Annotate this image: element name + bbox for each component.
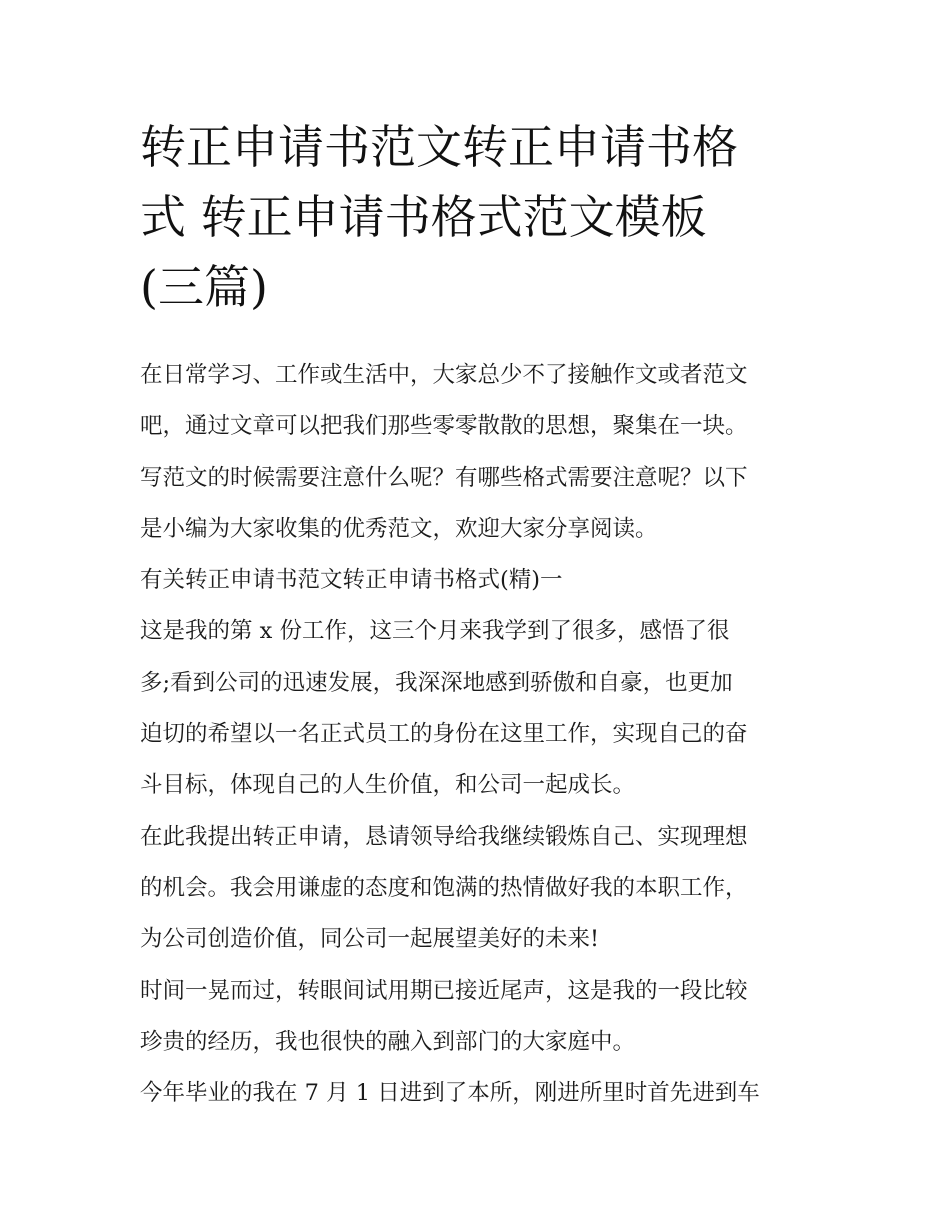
section-heading: 有关转正申请书范文转正申请书格式(精)一 (140, 567, 563, 594)
body-line: 时间一晃而过，转眼间试用期已接近尾声，这是我的一段比较 (140, 977, 748, 1004)
body-line: 多;看到公司的迅速发展，我深深地感到骄傲和自豪，也更加 (140, 669, 733, 696)
body-line: 迫切的希望以一名正式员工的身份在这里工作，实现自己的奋 (140, 721, 748, 748)
document-body (140, 350, 830, 1119)
body-line: 在日常学习、工作或生活中，大家总少不了接触作文或者范文 (140, 362, 748, 388)
body-line: 写范文的时候需要注意什么呢？有哪些格式需要注意呢？以下 (140, 464, 748, 491)
body-line: 吧，通过文章可以把我们那些零零散散的思想，聚集在一块。 (140, 413, 748, 440)
body-line: 这是我的第 x 份工作，这三个月来我学到了很多，感悟了很 (140, 618, 730, 645)
document-title (140, 112, 820, 322)
body-line: 珍贵的经历，我也很快的融入到部门的大家庭中。 (140, 1028, 636, 1055)
body-line: 斗目标，体现自己的人生价值，和公司一起成长。 (140, 772, 636, 799)
body-line: 为公司创造价值，同公司一起展望美好的未来! (140, 926, 600, 953)
body-line: 的机会。我会用谦虚的态度和饱满的热情做好我的本职工作， (140, 874, 748, 901)
body-line: 今年毕业的我在 7 月 1 日进到了本所，刚进所里时首先进到车 (140, 1080, 760, 1107)
title-line: 转正申请书范文转正申请书格 (140, 120, 738, 174)
title-line: (三篇) (140, 260, 268, 314)
body-line: 是小编为大家收集的优秀范文，欢迎大家分享阅读。 (140, 515, 658, 542)
title-line: 式 转正申请书格式范文模板 (140, 190, 707, 244)
body-line: 在此我提出转正申请，恳请领导给我继续锻炼自己、实现理想 (140, 823, 748, 850)
